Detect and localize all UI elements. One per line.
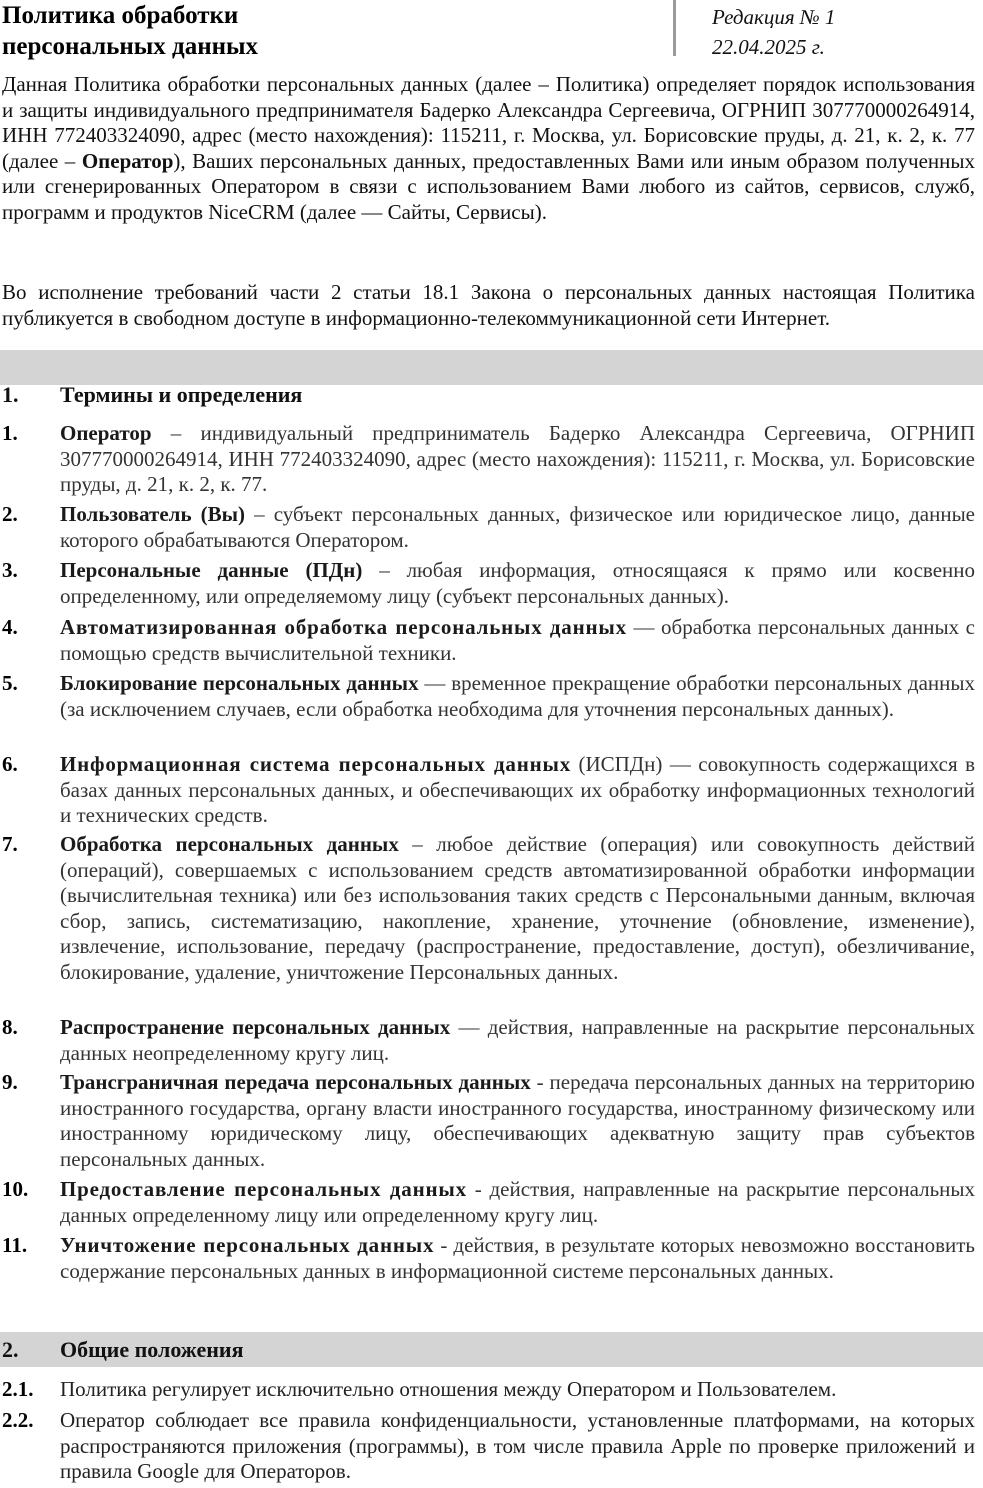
item-definition: – любое действие (операция) или совокупность действий (операций), совершаемых с использованием средств автоматизированной обработки информации (вычислительная техника) или без использования таких средств с Персональными данным, включая сбор, запись, систематизацию, накопление, хранение, уточнение (обновление, изменение), извлечение, использование, передачу (распространение, предоставление, доступ), обезличивание, блокирование, удаление, уничтожение Персональных данных.	[60, 832, 975, 984]
provision-item	[2, 1408, 975, 1485]
revision-date: 22.04.2025 г.	[712, 35, 825, 59]
definition-item	[2, 421, 975, 498]
item-text: Политика регулирует исключительно отношения между Оператором и Пользователем.	[60, 1377, 837, 1401]
revision-info	[712, 2, 835, 62]
item-number: 4.	[2, 615, 18, 639]
item-number: 2.	[2, 502, 18, 526]
intro-paragraph-2: Во исполнение требований части 2 статьи 18.1 Закона о персональных данных настоящая Политика публикуется в свободном доступе в информационно-телекоммуникационной сети Интернет.	[2, 280, 975, 330]
item-number: 8.	[2, 1015, 18, 1039]
definition-item	[2, 1177, 975, 1228]
item-term: Автоматизированная обработка персональных данных	[60, 615, 627, 639]
item-term: Оператор	[60, 421, 152, 445]
item-definition: – любая информация, относящаяся к прямо или косвенно определенному, или определяемому лицу (субъект персональных данных).	[60, 558, 975, 608]
intro-paragraph-1	[2, 72, 975, 225]
item-definition: - действия, направленные на раскрытие персональных данных определенному лицу или определенному кругу лиц.	[60, 1177, 976, 1227]
item-number: 11.	[2, 1233, 28, 1257]
item-text: Оператор соблюдает все правила конфиденциальности, установленные платформами, на которых распространяются приложения (программы), в том числе правила Apple по проверке приложений и правила Google для Операторов.	[60, 1408, 975, 1483]
definition-item	[2, 615, 975, 666]
header-divider	[673, 0, 676, 56]
document-title	[2, 0, 642, 62]
item-number: 5.	[2, 671, 18, 695]
title-line-1: Политика обработки	[2, 2, 239, 29]
title-line-2: персональных данных	[2, 33, 259, 60]
definition-item	[2, 558, 975, 609]
item-term: Пользователь (Вы)	[60, 502, 246, 526]
section-1-number: 1.	[2, 382, 19, 407]
document-header	[0, 0, 983, 60]
definition-item	[2, 671, 975, 722]
item-number: 6.	[2, 752, 18, 776]
item-number: 10.	[2, 1177, 29, 1201]
definition-item	[2, 752, 975, 829]
intro-p1-text-b: ), Ваших персональных данных, предоставленных Вами или иным образом полученных или сгенерированных Оператором в связи с использованием Вами любого из сайтов, сервисов, служб, программ и продуктов NiceCRM (далее — Сайты, Сервисы).	[2, 148, 975, 224]
item-term: Трансграничная передача персональных данных	[60, 1070, 531, 1094]
item-definition: — обработка персональных данных с помощью средств вычислительной техники.	[60, 615, 975, 665]
item-definition: - передача персональных данных на территорию иностранного государства, органу власти иностранного государства, иностранному физическому или иностранному юридическому лицу, обеспечивающих адекватную защиту прав субъектов персональных данных.	[60, 1070, 975, 1171]
item-definition: – индивидуальный предприниматель Бадерко Александра Сергеевича, ОГРНИП 307770000264914, ИНН 772403324090, адрес (место нахождения): 115211, г. Москва, ул. Борисовские пруды, д. 21, к. 2, к. 77.	[60, 421, 975, 496]
item-number: 1.	[2, 421, 18, 445]
item-number: 3.	[2, 558, 18, 582]
intro-p1-text-a: Данная Политика обработки персональных данных (далее – Политика) определяет порядок использования и защиты индивидуального предпринимателя Бадерко Александра Сергеевича, ОГРНИП 307770000264914, ИНН 772403324090, адрес (место нахождения): 115211, г. Москва, ул. Борисовские пруды, д. 21, к. 2, к. 77 (далее –	[2, 72, 975, 173]
definition-item	[2, 1015, 975, 1066]
item-term: Персональные данные (ПДн)	[60, 558, 363, 582]
item-definition: – субъект персональных данных, физическое или юридическое лицо, данные которого обрабатываются Оператором.	[60, 502, 975, 552]
item-term: Обработка персональных данных	[60, 832, 399, 856]
definition-item	[2, 1233, 975, 1284]
item-term: Информационная система персональных данных	[60, 752, 572, 776]
item-definition: — временное прекращение обработки персональных данных (за исключением случаев, если обработка необходима для уточнения персональных данных).	[60, 671, 975, 721]
item-term: Распространение персональных данных	[60, 1015, 451, 1039]
item-number: 7.	[2, 832, 18, 856]
item-term: Уничтожение персональных данных	[60, 1233, 435, 1257]
definition-item	[2, 832, 975, 985]
section-2-title: Общие положения	[60, 1337, 244, 1362]
intro-p1-operator: Оператор	[81, 148, 174, 173]
item-number: 9.	[2, 1070, 18, 1094]
item-definition: (ИСПДн) — совокупность содержащихся в базах данных персональных данных, и обеспечивающих их обработку информационных технологий и технических средств.	[60, 752, 975, 827]
provision-item	[2, 1377, 975, 1403]
item-definition: — действия, направленные на раскрытие персональных данных неопределенному кругу лиц.	[60, 1015, 975, 1065]
item-term: Предоставление персональных данных	[60, 1177, 467, 1201]
definition-item	[2, 1070, 975, 1172]
item-number: 2.1.	[2, 1377, 34, 1401]
definition-item	[2, 502, 975, 553]
item-number: 2.2.	[2, 1408, 34, 1432]
section-2-number: 2.	[2, 1337, 19, 1362]
item-definition: - действия, в результате которых невозможно восстановить содержание персональных данных в информационной системе персональных данных.	[60, 1233, 975, 1283]
item-term: Блокирование персональных данных	[60, 671, 419, 695]
revision-label: Редакция № 1	[712, 5, 836, 29]
section-1-title: Термины и определения	[60, 382, 303, 407]
section-divider-band	[0, 350, 983, 385]
